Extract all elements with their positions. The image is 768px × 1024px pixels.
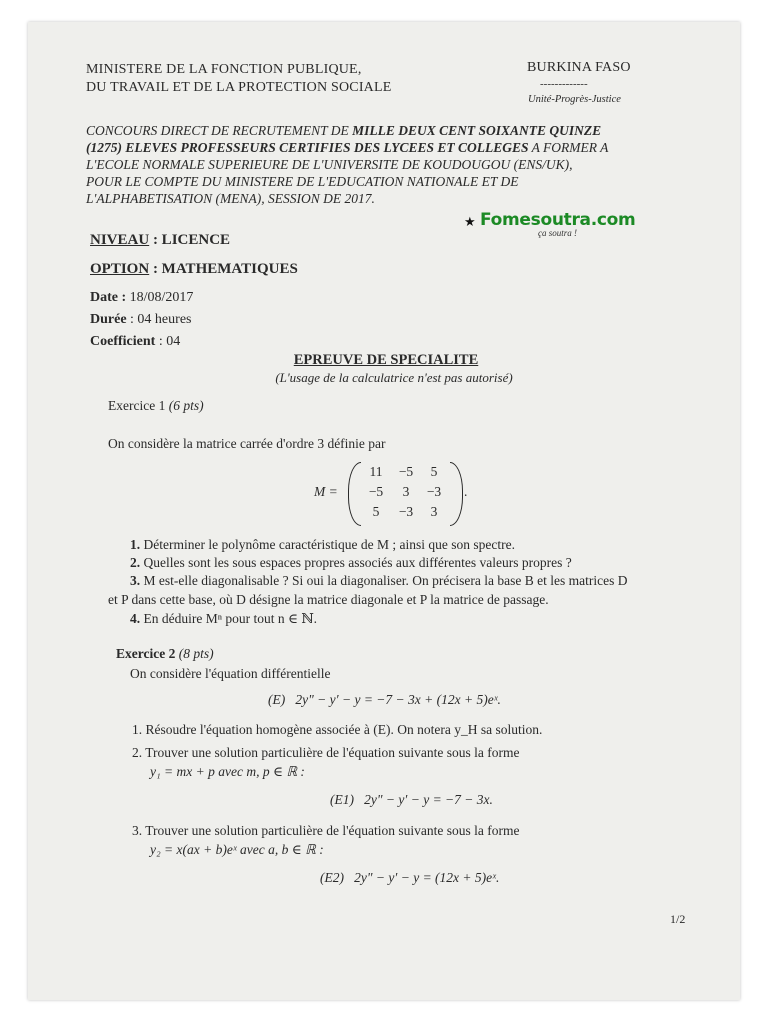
matrix-cell: 5	[372, 504, 380, 519]
ex1-q3-text-a: M est-elle diagonalisable ? Si oui la diagonaliser. On précisera la base B et les matrices D	[143, 573, 628, 588]
ex1-question-3	[130, 573, 627, 589]
equation-e-body: 2y" − y′ − y = −7 − 3x + (12x + 5)eˣ.	[295, 692, 501, 707]
date-line	[90, 290, 193, 306]
equation-e	[268, 692, 501, 708]
equation-e1	[330, 792, 493, 808]
ex2-q3-form: y₂ = x(ax + b)eˣ avec a, b ∈ ℝ :	[150, 842, 324, 857]
duree-line	[90, 312, 191, 328]
concours-line-5: L'ALPHABETISATION (MENA), SESSION DE 2017.	[86, 191, 375, 206]
concours-block	[86, 122, 674, 207]
fomesoutra-logo	[462, 210, 636, 240]
ex2-q2-text-a: Trouver une solution particulière de l'équation suivante sous la forme	[145, 745, 520, 760]
equation-e1-label: (E1)	[330, 792, 354, 807]
runner-icon: ★	[464, 214, 476, 229]
ex1-question-4	[130, 611, 317, 627]
concours-line-1	[86, 122, 674, 139]
exercice2-points: (8 pts)	[178, 646, 214, 661]
matrix-cell: 3	[402, 484, 410, 499]
ex2-q2-form: y₁ = mx + p avec m, p ∈ ℝ :	[150, 764, 305, 779]
exercice1-title: Exercice 1	[108, 398, 166, 413]
date-label: Date :	[90, 290, 127, 305]
matrix-end: .	[464, 484, 468, 499]
concours-line-3: L'ECOLE NORMALE SUPERIEURE DE L'UNIVERSITE DE KOUDOUGOU (ENS/UK),	[86, 157, 573, 172]
ex2-q2-number: 2.	[132, 745, 143, 760]
niveau-value: : LICENCE	[149, 232, 231, 248]
page-number: 1/2	[670, 912, 686, 926]
ministry-line-2: DU TRAVAIL ET DE LA PROTECTION SOCIALE	[86, 80, 392, 95]
ex1-q3-number: 3.	[130, 573, 141, 588]
matrix-cell: −3	[426, 484, 442, 499]
ex2-q3-number: 3.	[132, 823, 143, 838]
ex2-question-2	[132, 745, 520, 761]
coefficient-value: : 04	[155, 334, 181, 349]
ex2-q3-text-a: Trouver une solution particulière de l'équation suivante sous la forme	[145, 823, 520, 838]
concours-line-1b: MILLE DEUX CENT SOIXANTE QUINZE	[352, 123, 602, 138]
matrix-cell: 5	[430, 464, 438, 479]
exercice2-intro: On considère l'équation différentielle	[130, 666, 331, 681]
ex1-q2-text: Quelles sont les sous espaces propres associés aux différentes valeurs propres ?	[143, 555, 572, 570]
country-motto: Unité-Progrès-Justice	[528, 94, 621, 105]
concours-line-2	[86, 139, 674, 156]
ex2-question-1	[132, 722, 542, 738]
option-label: OPTION	[90, 261, 150, 277]
matrix-m	[314, 462, 474, 526]
date-value: 18/08/2017	[126, 290, 194, 305]
logo-brand: Fomesoutra.com	[480, 210, 636, 230]
option-value: : MATHEMATIQUES	[149, 261, 298, 277]
matrix-cell: 3	[430, 504, 438, 519]
coefficient-line	[90, 334, 180, 350]
equation-e1-body: 2y" − y′ − y = −7 − 3x.	[364, 792, 493, 807]
niveau-label: NIVEAU	[90, 232, 150, 248]
niveau-line	[90, 232, 230, 249]
equation-e-label: (E)	[268, 692, 286, 707]
country-name: BURKINA FASO	[527, 60, 631, 75]
matrix-left-paren	[348, 462, 361, 526]
matrix-cell: −5	[398, 464, 414, 479]
exercice2-title: Exercice 2	[116, 646, 176, 661]
ex1-q4-text: En déduire Mⁿ pour tout n ∈ ℕ.	[143, 611, 318, 626]
matrix-cell: 11	[369, 464, 383, 479]
matrix-cell: −3	[398, 504, 414, 519]
matrix-name: M =	[314, 484, 338, 499]
exercice1-points: (6 pts)	[168, 398, 204, 413]
logo-tagline: ça soutra !	[538, 228, 577, 238]
ministry-line-1: MINISTERE DE LA FONCTION PUBLIQUE,	[86, 62, 362, 77]
exercice2-heading	[116, 646, 214, 662]
equation-e2	[320, 870, 499, 886]
epreuve-note: (L'usage de la calculatrice n'est pas autorisé)	[275, 370, 513, 385]
ex2-q1-text: Résoudre l'équation homogène associée à (E). On notera y_H sa solution.	[145, 722, 543, 737]
duree-label: Durée	[90, 312, 127, 327]
ex1-q2-number: 2.	[130, 555, 141, 570]
ex1-question-2	[130, 555, 572, 571]
concours-line-1a: CONCOURS DIRECT DE RECRUTEMENT DE	[86, 123, 353, 138]
matrix-right-paren	[450, 462, 463, 526]
duree-value: : 04 heures	[126, 312, 192, 327]
ex2-question-3	[132, 823, 520, 839]
exercice1-intro: On considère la matrice carrée d'ordre 3 définie par	[108, 436, 386, 451]
exercice1-heading	[108, 398, 204, 414]
ex1-question-1	[130, 537, 515, 553]
ex1-q1-number: 1.	[130, 537, 141, 552]
equation-e2-label: (E2)	[320, 870, 344, 885]
concours-line-2a: (1275) ELEVES PROFESSEURS CERTIFIES DES LYCEES ET COLLEGES	[86, 140, 529, 155]
matrix-cell: −5	[368, 484, 384, 499]
ex1-q3-continuation: et P dans cette base, où D désigne la matrice diagonale et P la matrice de passage.	[108, 592, 549, 607]
concours-line-4: POUR LE COMPTE DU MINISTERE DE L'EDUCATION NATIONALE ET DE	[86, 174, 519, 189]
epreuve-title: EPREUVE DE SPECIALITE	[293, 352, 479, 368]
concours-line-2b: A FORMER A	[528, 140, 609, 155]
header-separator: -------------	[540, 78, 588, 90]
equation-e2-body: 2y" − y′ − y = (12x + 5)eˣ.	[354, 870, 500, 885]
ex1-q4-number: 4.	[130, 611, 141, 626]
ex1-q1-text: Déterminer le polynôme caractéristique de M ; ainsi que son spectre.	[143, 537, 515, 552]
coefficient-label: Coefficient	[90, 334, 156, 349]
ex2-q1-number: 1.	[132, 722, 143, 737]
option-line	[90, 261, 298, 278]
